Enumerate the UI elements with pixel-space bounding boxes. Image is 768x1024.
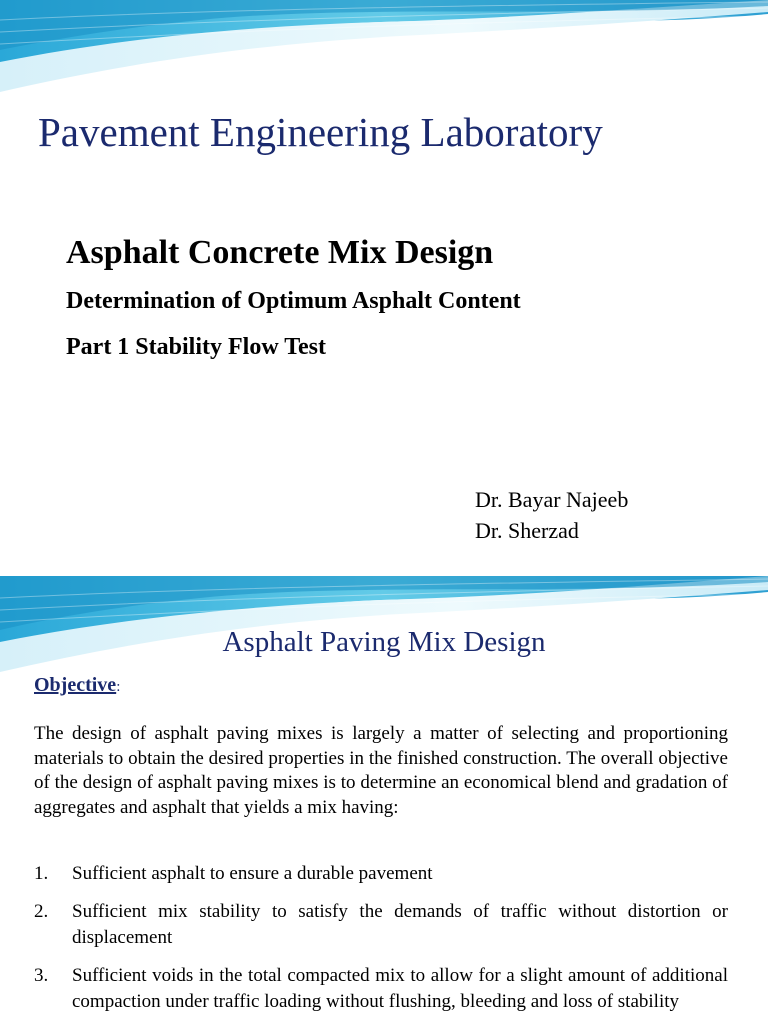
list-text: Sufficient asphalt to ensure a durable pavement	[72, 863, 433, 884]
authors-block	[475, 484, 628, 546]
part-heading: Part 1 Stability Flow Test	[66, 334, 327, 360]
objective-label: Objective	[34, 674, 117, 696]
content-slide	[0, 576, 768, 1024]
list-number: 2.	[34, 901, 49, 922]
author-name: Dr. Bayar Najeeb	[475, 487, 629, 512]
list-item	[34, 963, 728, 1015]
lab-title: Pavement Engineering Laboratory	[38, 109, 603, 155]
author-name: Dr. Sherzad	[475, 518, 579, 543]
objective-label-line	[34, 674, 120, 697]
requirements-list	[34, 861, 728, 1024]
objective-paragraph: The design of asphalt paving mixes is largely a matter of selecting and proportioning materials to obtain the desired properties in the finished construction. The overall objective of the design of asphalt paving mixes is to determine an economical blend and gradation of aggregates and asphalt that yields a mix having:	[34, 723, 728, 818]
objective-colon: :	[116, 679, 121, 695]
list-text: Sufficient voids in the total compacted mix to allow for a slight amount of additional compaction under traffic loading without flushing, bleeding and loss of stability	[72, 965, 728, 1012]
list-number: 1.	[34, 863, 49, 884]
header-wave-graphic	[0, 0, 768, 92]
list-item	[34, 899, 728, 951]
list-text: Sufficient mix stability to satisfy the demands of traffic without distortion or displacement	[72, 901, 728, 948]
mix-design-heading: Asphalt Concrete Mix Design	[66, 234, 494, 271]
list-number: 3.	[34, 965, 49, 986]
list-item	[34, 861, 728, 887]
optimum-content-heading: Determination of Optimum Asphalt Content	[66, 288, 521, 314]
slide-title: Asphalt Paving Mix Design	[222, 626, 546, 658]
